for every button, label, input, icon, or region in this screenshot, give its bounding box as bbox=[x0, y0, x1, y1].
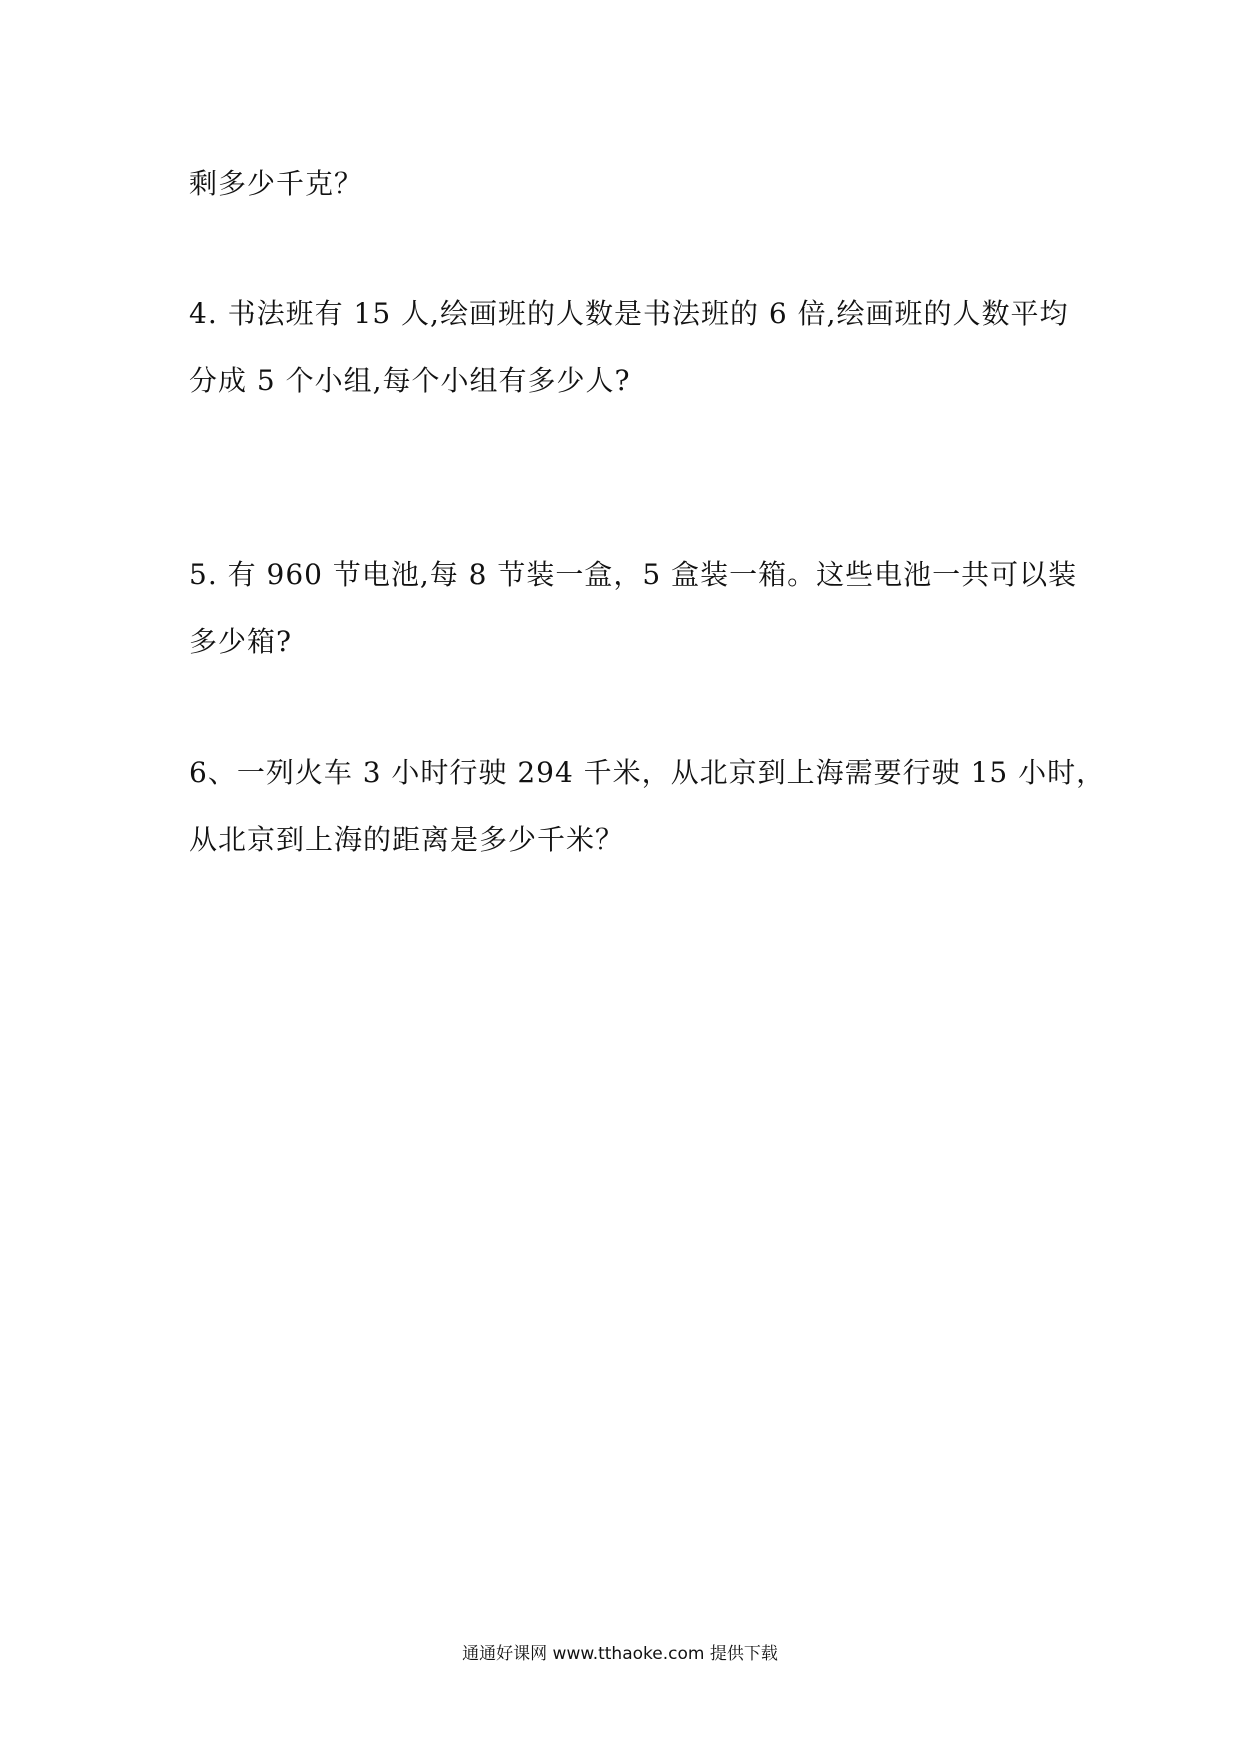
question-4-line-2: 分成 5 个小组,每个小组有多少人? bbox=[189, 364, 631, 397]
question-5-line-1: 5. 有 960 节电池,每 8 节装一盒，5 盒装一箱。这些电池一共可以装 bbox=[189, 558, 1078, 591]
question-5-line-2: 多少箱? bbox=[189, 625, 293, 658]
question-6-line-2: 从北京到上海的距离是多少千米？ bbox=[189, 823, 625, 856]
question-4-line-1: 4. 书法班有 15 人,绘画班的人数是书法班的 6 倍,绘画班的人数平均 bbox=[189, 297, 1069, 330]
page-footer: 通通好课网 www.tthaoke.com 提供下载 bbox=[462, 1644, 778, 1664]
question-6-line-1: 6、一列火车 3 小时行驶 294 千米，从北京到上海需要行驶 15 小时， bbox=[189, 756, 1106, 789]
question-3-line-2: 剩多少千克？ bbox=[189, 167, 364, 200]
